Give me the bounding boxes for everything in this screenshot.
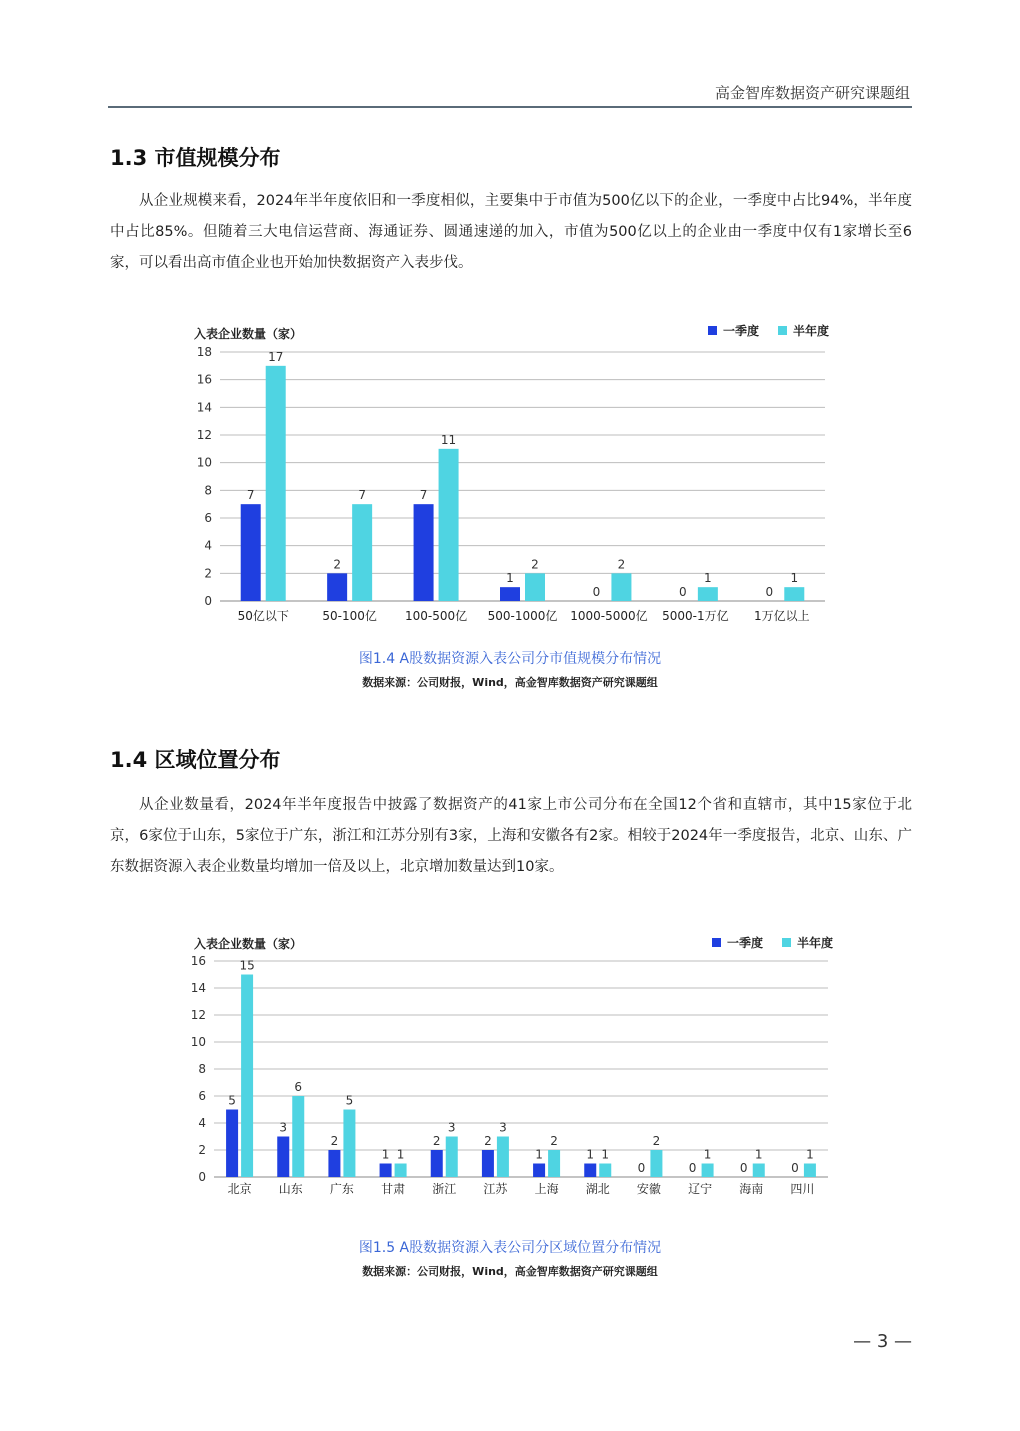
legend-label: 一季度 [727,936,764,950]
data-label: 1 [806,1147,814,1162]
data-label: 1 [601,1147,610,1162]
figure-caption-1-5: 图1.5 A股数据资源入表公司分区域位置分布情况 [358,1240,662,1256]
bar [753,1164,765,1178]
data-label: 1 [535,1147,543,1162]
figure-source-1-4: 数据来源：公司财报，Wind，高金智库数据资产研究课题组 [362,676,658,689]
bar [548,1150,560,1177]
category-label: 浙江 [432,1182,457,1196]
category-label: 甘肃 [381,1182,406,1196]
data-label: 2 [652,1134,661,1148]
y-tick-label: 12 [196,428,212,442]
bar [497,1137,509,1178]
category-label: 辽宁 [688,1182,713,1196]
legend-swatch [782,938,791,947]
data-label: 0 [791,1161,799,1175]
category-label: 5000-1万亿 [662,609,729,623]
category-label: 50-100亿 [322,609,377,623]
data-label: 15 [239,958,255,973]
bar [804,1164,816,1178]
data-label: 2 [550,1134,558,1148]
bar [599,1164,611,1178]
y-tick-label: 12 [190,1008,206,1022]
bar [380,1164,392,1178]
data-label: 1 [586,1147,595,1162]
y-axis-title: 入表企业数量（家） [194,937,303,951]
y-axis-title: 入表企业数量（家） [194,327,303,341]
y-tick-label: 14 [196,400,212,415]
data-label: 1 [754,1147,763,1162]
data-label: 5 [228,1093,236,1108]
data-label: 1 [381,1147,390,1162]
data-label: 0 [592,585,601,599]
category-label: 500-1000亿 [487,609,558,623]
category-label: 江苏 [483,1182,508,1196]
data-label: 3 [279,1120,288,1135]
section-paragraph-1-3: 从企业规模来看，2024年半年度依旧和一季度相似，主要集中于市值为500亿以下的企业，一季度中占比94%，半年度中占比85%。但随着三大电信运营商、海通证券、圆通速递的加入，市值为500亿以上的企业由一季度中仅有1家增长至6家，可以看出高市值企业也开始加快数据资产入表步伐。 [110,193,912,271]
bar [702,1164,714,1178]
legend-label: 半年度 [793,324,830,338]
bar [395,1164,407,1178]
y-tick-label: 4 [198,1116,206,1130]
y-tick-label: 10 [196,455,212,470]
data-label: 2 [330,1134,339,1148]
data-label: 7 [419,488,428,503]
data-label: 2 [484,1134,492,1148]
figure-source-1-5: 数据来源：公司财报，Wind，高金智库数据资产研究课题组 [362,1265,658,1278]
data-label: 0 [739,1161,748,1175]
bar [226,1110,238,1178]
data-label: 0 [679,585,687,599]
category-label: 1万亿以上 [753,609,810,623]
category-label: 上海 [534,1182,559,1196]
y-tick-label: 14 [190,981,206,995]
data-label: 2 [333,557,341,572]
category-label: 1000-5000亿 [570,609,648,623]
category-label: 湖北 [585,1182,610,1196]
y-tick-label: 2 [204,566,212,581]
data-label: 1 [506,571,514,586]
bar [292,1096,304,1177]
data-label: 3 [499,1120,507,1135]
section-paragraph-1-4: 从企业数量看，2024年半年度报告中披露了数据资产的41家上市公司分布在全国12个省和直辖市，其中15家位于北京，6家位于山东，5家位于广东，浙江和江苏分别有3家，上海和安徽各有2家。相较于2024年一季度报告，北京、山东、广东数据资源入表企业数量均增加一倍及以上，北京增加数量达到10家。 [110,797,912,875]
category-label: 北京 [227,1182,252,1196]
bar [328,1150,340,1177]
bar [446,1137,458,1178]
data-label: 0 [688,1161,697,1175]
page-number: — 3 — [853,1331,912,1352]
section-title-1-3: 1.3 市值规模分布 [110,146,281,170]
bar [343,1110,355,1178]
data-label: 7 [246,488,255,503]
data-label: 11 [440,432,457,447]
category-label: 安徽 [636,1182,661,1196]
data-label: 1 [790,571,799,586]
y-tick-label: 0 [198,1170,206,1184]
data-label: 1 [396,1147,405,1162]
data-label: 6 [294,1080,303,1094]
y-tick-label: 2 [198,1143,206,1157]
y-tick-label: 8 [198,1062,206,1076]
y-tick-label: 8 [204,483,212,498]
section-title-1-4: 1.4 区域位置分布 [110,748,281,772]
legend-label: 一季度 [723,324,760,338]
bar [482,1150,494,1177]
y-tick-label: 0 [204,594,212,608]
legend-swatch [712,938,721,947]
data-label: 5 [345,1093,354,1108]
bar [241,975,253,1178]
legend-label: 半年度 [797,936,834,950]
data-label: 0 [765,585,774,599]
data-label: 1 [704,571,712,586]
data-label: 1 [703,1147,712,1162]
data-label: 2 [617,557,626,572]
bar [431,1150,443,1177]
y-tick-label: 4 [204,538,212,553]
y-tick-label: 18 [196,345,212,359]
data-label: 2 [531,557,539,572]
bar [533,1164,545,1178]
data-label: 17 [268,349,284,364]
bar [584,1164,596,1178]
category-label: 50亿以下 [237,609,289,623]
figure-caption-1-4: 图1.4 A股数据资源入表公司分市值规模分布情况 [358,651,662,667]
category-label: 四川 [790,1182,815,1196]
y-tick-label: 10 [190,1035,206,1049]
data-label: 3 [447,1120,456,1135]
category-label: 广东 [329,1182,354,1196]
y-tick-label: 6 [204,511,212,525]
header-org-name: 高金智库数据资产研究课题组 [714,84,910,102]
y-tick-label: 16 [190,954,206,968]
bar [277,1137,289,1178]
y-tick-label: 6 [198,1089,206,1103]
data-label: 2 [432,1134,441,1148]
category-label: 海南 [739,1182,764,1196]
y-tick-label: 16 [196,372,212,387]
bar [650,1150,662,1177]
category-label: 山东 [278,1182,303,1196]
data-label: 7 [358,488,366,503]
category-label: 100-500亿 [405,609,468,623]
data-label: 0 [637,1161,646,1175]
